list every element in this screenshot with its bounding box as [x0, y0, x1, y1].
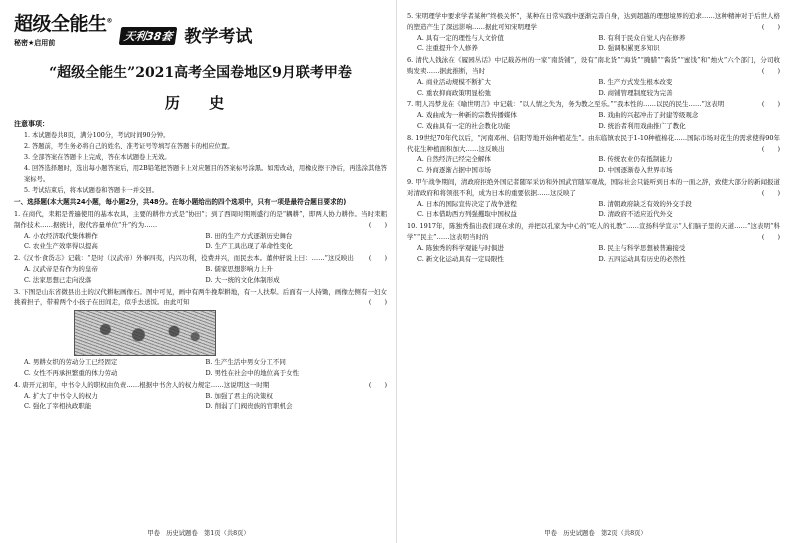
option-list — [407, 154, 780, 176]
option-a: A. 日本的国际宣传决定了战争进程 — [417, 199, 517, 208]
option-b: B. 清朝政府缺乏有效的外交手段 — [598, 199, 692, 208]
option-list — [407, 243, 780, 265]
option-a: A. 小农经济取代集体耕作 — [24, 231, 98, 240]
option-list — [14, 391, 387, 413]
question-list — [407, 11, 780, 264]
option-b: B. 儒家思想影响力上升 — [205, 264, 273, 273]
option-list — [14, 264, 387, 286]
notice-item: 5. 考试结束后，将本试题卷和答题卡一并交回。 — [24, 187, 158, 194]
question-text: 9. 甲午战争期间，清政府拒绝外国记者随军采访和外国武官随军观战，国际社会只能听到日本的一面之辞，致使大部分的新闻报道对清政府和将领很不利，成为日本的重要依据……这反映了 — [407, 177, 780, 197]
option-b: B. 田的生产方式逐渐历史舞台 — [205, 231, 293, 240]
option-a: A. 具有一定的理性与人文价值 — [417, 33, 504, 42]
answer-bracket: ( ) — [761, 66, 780, 75]
notice-item: 3. 全部答案在答题卡上完成，答在本试题卷上无效。 — [24, 154, 171, 161]
secret-label: 秘密★启用前 — [14, 39, 56, 47]
question-text: 10. 1917年，陈独秀指出我们现在求的，并把以孔家为中心的“吃人的礼教”……宣扬科学宣示“人们脑子里的天道……”这表明“科学”“民主”……这表明当时的 — [407, 222, 780, 241]
option-b: B. 戏曲的兴起冲击了封建等级观念 — [598, 111, 699, 120]
option-a: A. 男耕女织的劳动分工已经固定 — [24, 358, 118, 367]
option-d: D. 生产工具出现了革命性变化 — [205, 242, 293, 251]
option-b: B. 传统农业仍有抵制能力 — [598, 155, 673, 164]
notice-item: 2. 答题前，考生务必将自己的姓名、准考证号等填写在答题卡的相应位置。 — [24, 143, 234, 150]
question-text: 5. 宋明理学中要求学者某种“终极关怀”，某种在日常实践中逐渐完善自身，达到超越的理想境界的追求……这种精神对于后世人格的塑造产生了深远影响……据此可知宋明理学 — [407, 12, 780, 31]
subject-title: 历 史 — [164, 94, 237, 112]
option-c: C. 农业生产效率得以提高 — [24, 242, 98, 251]
option-d: D. 强调积累更多知识 — [598, 44, 660, 53]
question-text: 4. 唐开元初年，中书令人的职权由负责……根据中书舍人的权力规定……这说明这一时期 — [14, 380, 270, 389]
option-b: B. 加强了君主的决策权 — [205, 391, 273, 400]
page-footer: 甲卷 历史试题卷 第2页（共8页） — [544, 530, 647, 537]
question-stem — [14, 209, 387, 231]
exam-title: “超级全能生”2021高考全国卷地区9月联考甲卷 — [49, 65, 352, 81]
option-list — [407, 110, 780, 132]
notice-heading: 注意事项： — [14, 120, 49, 128]
question-stem — [407, 221, 780, 243]
option-c: C. 新文化运动具有一定局限性 — [417, 254, 504, 263]
option-c: C. 重农抑商政策明显松弛 — [417, 88, 491, 97]
option-list — [14, 231, 387, 253]
question-text: 7. 明人冯梦龙在《喻世明言》中记载：“以人情之失为，务为教之至乐。”“我本性的……以民的民生……”这表明 — [407, 100, 725, 109]
question — [407, 99, 780, 131]
option-d: D. 统治者利用戏曲推广了教化 — [598, 121, 686, 130]
option-b: B. 有利于民众自觉人内在修养 — [598, 33, 686, 42]
question-text: 3. 下图是山东省微县出土的汉代耕耘画像石。图中可见，画中有两牛挽犁耕地，有一人扶犁。后面有一人持锄，画像左侧有一妇女挑着担子，带着两个小孩子在田间走，似乎去送饭。由此可知 — [14, 287, 387, 307]
question-text: 8. 19世纪70年代以后，“河南邓州、信阳等地开始种植花生”。由东临镇农民于1-10种植棉花……国际市场对花生的需求使得90年代花生种植面积加大……这反映出 — [407, 133, 780, 153]
question-stem — [14, 380, 387, 391]
answer-bracket: ( ) — [368, 380, 387, 389]
question — [407, 221, 780, 264]
question-text: 1. 在商代，耒耜是普遍使用的基本农具，主要的耕作方式是“协田”；到了西周时期则盛行的是“耦耕”，即两人协力耕作。当时耒耜制作技术……据统计，殷代容量单位“升”约为…… — [14, 210, 387, 229]
question-stem — [14, 287, 387, 309]
option-a: A. 扩大了中书令人的权力 — [24, 391, 98, 400]
notice-item: 1. 本试题卷共8页，满分100分，考试时间90分钟。 — [24, 132, 170, 139]
brand-name: 超级全能生 — [14, 13, 107, 35]
option-b: B. 生产生活中男女分工不同 — [205, 358, 286, 367]
relief-image — [74, 310, 216, 356]
question — [14, 380, 387, 412]
option-list — [407, 33, 780, 55]
question — [407, 177, 780, 220]
option-a: A. 自然经济已经完全解体 — [417, 155, 491, 164]
option-c: C. 外商逐渐占据中国市场 — [417, 166, 491, 175]
option-a: A. 商业活动规模不断扩大 — [417, 77, 491, 86]
option-c: C. 强化了宰相执政职能 — [24, 402, 92, 411]
question-text: 6. 清代人钱泳在《履园丛话》中记载苏州的一家“南货铺”，设有“南北货”“海货”“腌腊”“酱货”“蜜饯”和“烛火”六个部门，分司收购发卖……据此推断，当时 — [407, 56, 780, 75]
option-a: A. 汉武帝是有作为的皇帝 — [24, 264, 98, 273]
answer-bracket: ( ) — [368, 220, 387, 229]
page-header — [14, 8, 387, 48]
question — [14, 287, 387, 379]
section-title: 教学考试 — [184, 27, 253, 47]
option-d: D. 中国逐渐卷入世界市场 — [598, 166, 673, 175]
option-list — [407, 199, 780, 221]
option-c: C. 法家思想已走向没落 — [24, 275, 92, 284]
answer-bracket: ( ) — [761, 22, 780, 31]
question-stem — [407, 11, 780, 33]
question — [407, 11, 780, 54]
answer-bracket: ( ) — [761, 100, 780, 109]
series-badge: 天利38套 — [119, 27, 178, 45]
answer-bracket: ( ) — [761, 188, 780, 197]
question — [407, 133, 780, 176]
answer-bracket: ( ) — [368, 254, 387, 263]
question-stem — [14, 253, 387, 264]
option-c: C. 戏曲具有一定的社会教化功能 — [417, 121, 511, 130]
option-b: B. 民主与科学思想被普遍接受 — [598, 243, 686, 252]
question-text: 2.《汉书·食货志》记载：“是时（汉武帝）外事四夷，内兴功利，役费并兴，而民去本。董仲舒说上曰：……”这反映出 — [14, 254, 354, 263]
option-d: D. 大一统的文化体制形成 — [205, 275, 280, 284]
option-a: A. 陈独秀的科学观能与时俱进 — [417, 243, 504, 252]
question-list — [14, 209, 387, 412]
option-list — [407, 77, 780, 99]
option-c: C. 注重提升个人修养 — [417, 44, 478, 53]
question-stem — [407, 133, 780, 155]
option-c: C. 日本借助西方列强攫取中国权益 — [417, 210, 517, 219]
question — [14, 253, 387, 285]
answer-bracket: ( ) — [761, 232, 780, 241]
option-d: D. 商铺管理制度较为完善 — [598, 88, 673, 97]
question — [14, 209, 387, 252]
option-list — [14, 357, 387, 379]
brand-logo — [14, 9, 112, 36]
question — [407, 55, 780, 98]
answer-bracket: ( ) — [368, 298, 387, 307]
answer-bracket: ( ) — [761, 144, 780, 153]
option-d: D. 五四运动具有历史的必然性 — [598, 254, 686, 263]
part-heading: 一、选择题(本大题共24小题，每小题2分，共48分。在每小题给出的四个选项中，只有一项是最符合题目要求的) — [14, 198, 347, 206]
option-a: A. 戏曲成为一种新的宗教传播媒体 — [417, 111, 517, 120]
option-d: D. 削弱了门阀贵族的官职机会 — [205, 402, 293, 411]
question-stem — [407, 177, 780, 199]
question-stem — [407, 55, 780, 77]
option-d: D. 清政府不适应近代外交 — [598, 210, 673, 219]
option-c: C. 女性不再承担繁重的体力劳动 — [24, 368, 118, 377]
exam-page-2 — [397, 0, 794, 543]
page-footer: 甲卷 历史试题卷 第1页（共8页） — [147, 530, 250, 537]
option-d: D. 男性在社会中的地位高于女性 — [205, 368, 300, 377]
question-stem — [407, 99, 780, 110]
brand-mark: ® — [106, 17, 113, 25]
notice-list — [14, 130, 387, 196]
option-b: B. 生产方式发生根本改变 — [598, 77, 673, 86]
notice-item: 4. 回答选择题时，选出每小题答案后，用2B铅笔把答题卡上对应题目的答案标号涂黑。如需改动，用橡皮擦干净后，再选涂其他答案标号。 — [24, 165, 387, 183]
